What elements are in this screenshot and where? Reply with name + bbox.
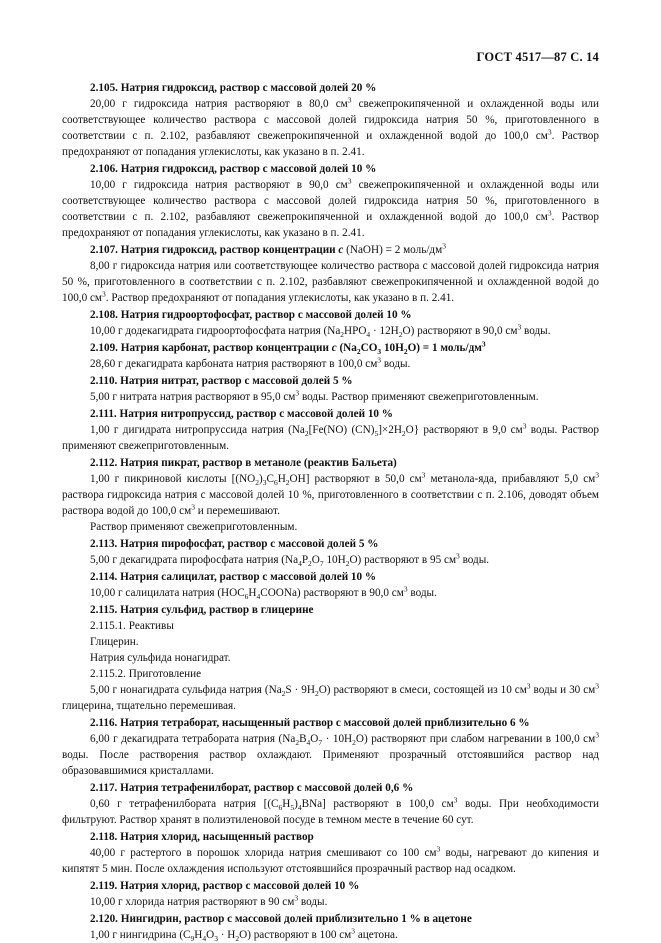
page-header: ГОСТ 4517—87 С. 14	[476, 50, 599, 64]
section-heading: 2.114. Натрия салицилат, раствор с массовой долей 10 %	[90, 571, 377, 583]
paragraph: 5,00 г нитрата натрия растворяют в 95,0 $см^3$ воды. Раствор применяют свежеприготовленным.	[90, 388, 539, 403]
section-heading: 2.107. Натрия гидроксид, раствор концентрации с (NaOH) = 2 моль/$дм^3$	[90, 241, 446, 256]
paragraph: 5,00 г нонагидрата сульфида натрия $(Na_2S \cdot 9H_2O)$ растворяют в смеси, состоящей из 10 $см^3$ воды и 30 $см^3$ глицерина, тщательно перемешивая.	[62, 681, 599, 712]
paragraph: 40,00 г растертого в порошок хлорида натрия смешивают со 100 $см^3$ воды, нагревают до кипения и кипятят 5 мин. После охлаждения используют отстоявшийся прозрачный раствор над осадком.	[62, 844, 599, 875]
section-heading: 2.111. Натрия нитропруссид, раствор с массовой долей 10 %	[90, 408, 393, 420]
section-heading: 2.106. Натрия гидроксид, раствор с массовой долей 10 %	[90, 163, 377, 175]
paragraph: 2.115.1. Реактивы	[90, 620, 174, 632]
section-heading: 2.109. Натрия карбонат, раствор концентрации с ($Na_2CO_3$ $10H_2O) = 1$ моль/$дм^3$	[90, 339, 486, 357]
section-heading: 2.110. Натрия нитрат, раствор с массовой долей 5 %	[90, 375, 353, 387]
paragraph: 6,00 г декагидрата тетрабората натрия $(Na_2B_4O_7 \cdot 10H_2O)$ растворяют при слабом нагревании в 100,0 $см^3$ воды. После растворения раствор охлаждают. Применяют прозрачный отстоявшийся раствор над образовавшимися кристаллами.	[62, 730, 599, 777]
paragraph: 10,00 г салицилата натрия $(HOC_6H_4COONa)$ растворяют в 90,0 $см^3$ воды.	[90, 584, 437, 602]
paragraph: 20,00 г гидроксида натрия растворяют в 80,0 $см^3$ свежепрокипяченной и охлажденной воды или соответствующее количество раствора с массовой долей гидроксида натрия 50 %, приготовленного в соответствии с п. 2.102, разбавляют свежепрокипяченной и охлажденной водой до 100,0 $см^3$. Раствор предохраняют от попадания углекислоты, как указано в п. 2.41.	[62, 95, 600, 158]
paragraph: Раствор применяют свежеприготовленным.	[90, 521, 298, 533]
paragraph: 1,00 г нингидрина $(C_9H_4O_3 \cdot H_2O)$ растворяют в 100 $см^3$ ацетона.	[90, 926, 398, 943]
paragraph: 8,00 г гидроксида натрия или соответствующее количество раствора с массовой долей гидроксида натрия 50 %, приготовленного в соответствии с п. 2.102, разбавляют свежепрокипяченной и охлажденной водой до 100,0 $см^3$. Раствор предохраняют от попадания углекислоты, как указано в п. 2.41.	[62, 260, 599, 304]
paragraph: 5,00 г декагидрата пирофосфата натрия ($Na_4P_2O_7$ $10H_2O$) растворяют в 95 $см^3$ воды.	[90, 551, 490, 569]
section-heading: 2.105. Натрия гидроксид, раствор с массовой долей 20 %	[90, 82, 377, 94]
section-heading: 2.120. Нингидрин, раствор с массовой долей приблизительно 1 % в ацетоне	[90, 913, 472, 925]
paragraph: 2.115.2. Приготовление	[90, 668, 202, 680]
section-heading: 2.113. Натрия пирофосфат, раствор с массовой долей 5 %	[90, 538, 379, 550]
paragraph: Глицерин.	[90, 636, 139, 648]
paragraph: 28,60 г декагидрата карбоната натрия растворяют в 100,0 $см^3$ воды.	[90, 355, 411, 370]
section-heading: 2.119. Натрия хлорид, раствор с массовой долей 10 %	[90, 880, 360, 892]
section-heading: 2.118. Натрия хлорид, насыщенный раствор	[90, 831, 314, 843]
paragraph: 1,00 г дигидрата нитропруссида натрия ($Na_2[Fe(NO)$ $(CN)_5]\times 2H_2O$} растворяют в 9,0 $см^3$ воды. Раствор применяют свежеприготовленным.	[62, 421, 599, 452]
paragraph: 0,60 г тетрафенилбората натрия $[(C_6H_5)_4BNa]$ растворяют в 100,0 $см^3$ воды. При необходимости фильтруют. Раствор хранят в полиэтиленовой посуде в темном месте в течение 60 сут.	[62, 795, 599, 826]
section-heading: 2.116. Натрия тетраборат, насыщенный раствор с массовой долей приблизительно 6 %	[90, 717, 530, 729]
section-heading: 2.117. Натрия тетрафенилборат, раствор с массовой долей 0,6 %	[90, 782, 414, 794]
paragraph: 10,00 г хлорида натрия растворяют в 90 $см^3$ воды.	[90, 893, 328, 908]
document-body	[62, 79, 599, 943]
paragraph: Натрия сульфида нонагидрат.	[90, 652, 231, 664]
paragraph: 10,00 г додекагидрата гидроортофосфата натрия $(Na_2HPO_4 \cdot 12H_2O)$ растворяют в 90,0 $см^3$ воды.	[90, 322, 551, 340]
section-heading: 2.108. Натрия гидроортофосфат, раствор с массовой долей 10 %	[90, 309, 412, 321]
paragraph: 10,00 г гидроксида натрия растворяют в 90,0 $см^3$ свежепрокипяченной и охлажденной воды или соответствующее количество раствора с массовой долей гидроксида натрия 50 %, приготовленного в соответствии с п. 2.102, разбавляют свежепрокипяченной и охлажденной водой до 100,0 $см^3$. Раствор предохраняют от попадания углекислоты, как указано в п. 2.41.	[62, 176, 600, 239]
paragraph: 1,00 г пикриновой кислоты $[(NO_2)_3C_6H_2OH]$ растворяют в 50,0 $см^3$ метанола-яда, прибавляют 5,0 $см^3$ раствора гидроксида натрия с массовой долей 10 %, приготовленного в соответствии с п. 2.106, доводят объем раствора водой до 100,0 $см^3$ и перемешивают.	[62, 470, 599, 517]
section-heading: 2.115. Натрия сульфид, раствор в глицерине	[90, 604, 314, 616]
section-heading: 2.112. Натрия пикрат, раствор в метаноле (реактив Бальета)	[90, 457, 397, 469]
